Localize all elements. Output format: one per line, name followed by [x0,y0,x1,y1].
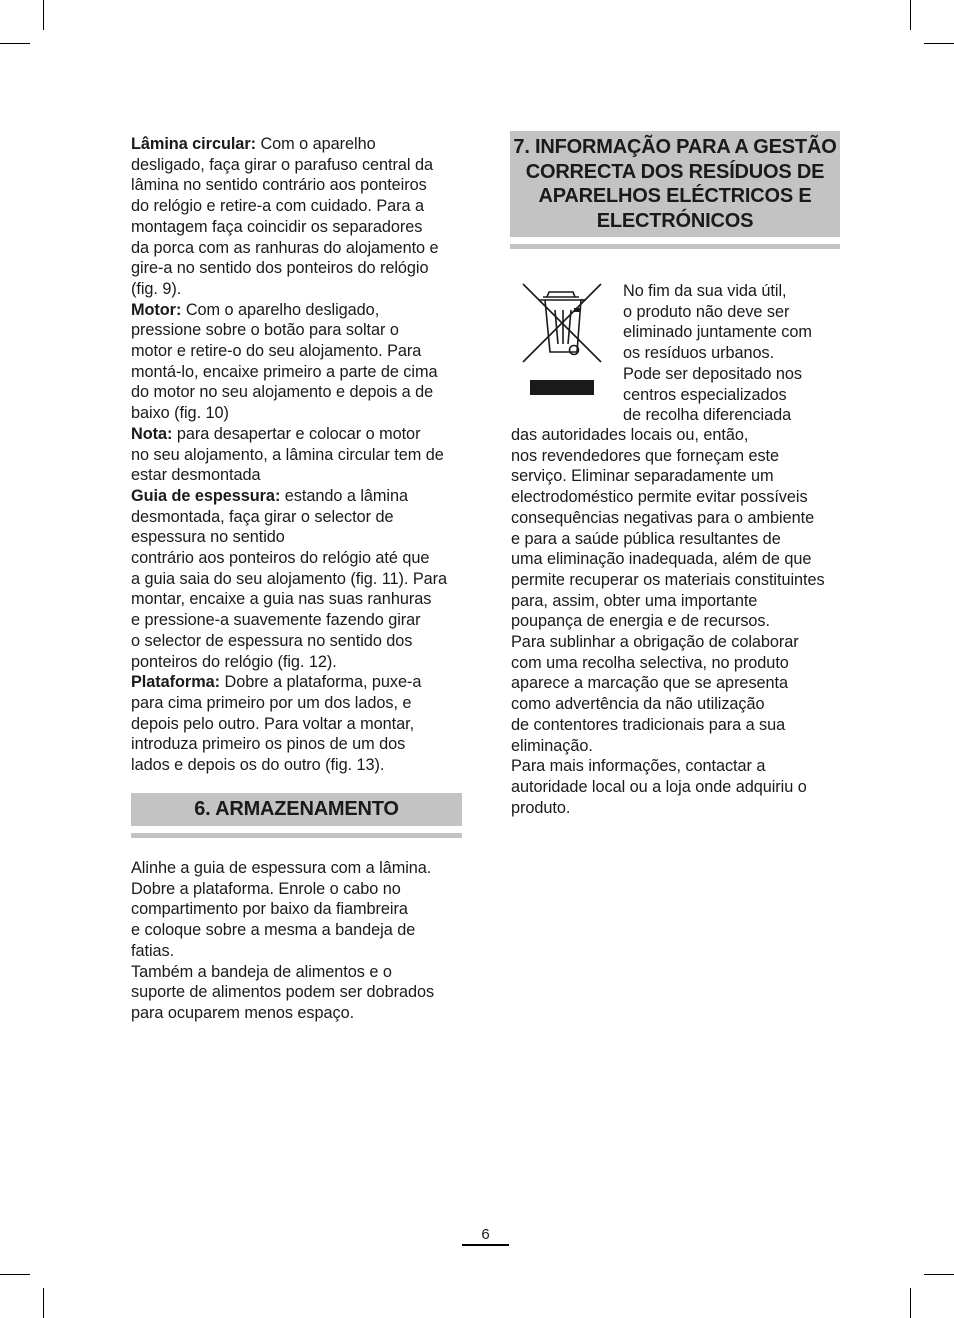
heading-line: APARELHOS ELÉCTRICOS E [538,185,812,207]
text-line: uma eliminação inadequada, além de que [511,550,812,569]
text-line: lados e depois os do outro (fig. 13). [131,756,385,775]
text-line: e coloque sobre a mesma a bandeja de [131,921,416,940]
text-line: montá-lo, encaixe primeiro a parte de cima [131,362,438,381]
text-line: suporte de alimentos podem ser dobrados [131,983,435,1002]
text-line: depois pelo outro. Para voltar a montar, [131,714,415,733]
text-line: fatias. [131,941,175,960]
text-line: desmontada, faça girar o selector de [131,507,394,526]
crop-mark [43,1288,44,1318]
text-line: de recolha diferenciada [623,406,792,425]
text-line: permite recuperar os materiais constituintes [511,570,825,589]
plataforma-paragraph [131,672,465,776]
text-line: montar, encaixe a guia nas suas ranhuras [131,590,432,609]
section-7-rule [510,244,840,249]
text-line: Alinhe a guia de espessura com a lâmina. [131,859,432,877]
text-line: nos revendedores que forneçam este [511,446,780,465]
left-column [131,134,465,776]
text-line: lâmina no sentido contrário aos ponteiros [131,176,427,195]
text-line: das autoridades locais ou, então, [511,426,749,444]
crop-mark [924,1274,954,1275]
text-line: pressione sobre o botão para soltar o [131,321,399,340]
text-line: montagem faça coincidir os separadores [131,217,423,236]
nota-first-line: para desapertar e colocar o motor [172,424,421,443]
text-line: serviço. Eliminar separadamente um [511,467,774,486]
text-line: poupança de energia e de recursos. [511,612,770,631]
text-line: contrário aos ponteiros do relógio até que [131,549,430,568]
text-line: Pode ser depositado nos [623,364,802,383]
text-line: da porca com as ranhuras do alojamento e [131,238,439,257]
nota-label: Nota: [131,424,173,443]
crop-mark [910,0,911,30]
heading-line: ELECTRÓNICOS [596,209,754,232]
text-line: os resíduos urbanos. [623,344,775,363]
text-line: eliminação. [511,736,593,755]
text-line: Também a bandeja de alimentos e o [131,962,392,981]
text-line: o produto não deve ser [623,302,790,321]
heading-line: 7. INFORMAÇÃO PARA A GESTÃO [513,136,837,158]
motor-label: Motor: [131,300,182,319]
lamina-label: Lâmina circular: [131,135,256,153]
text-line: centros especializados [623,385,787,404]
guia-paragraph [131,486,465,672]
guia-first-line: estando a lâmina [280,486,408,505]
text-line: No fim da sua vida útil, [623,282,787,300]
text-line: do motor no seu alojamento e depois a de [131,383,434,402]
text-line: para ocuparem menos espaço. [131,1003,355,1022]
crop-mark [0,1274,30,1275]
text-line: compartimento por baixo da fiambreira [131,900,408,919]
crop-mark [0,43,30,44]
crossed-out-wheelie-bin-icon [519,282,605,398]
text-line: Para sublinhar a obrigação de colaborar [511,633,799,652]
text-line: estar desmontada [131,466,261,485]
storage-paragraph [131,858,465,1024]
text-line: com uma recolha selectiva, no produto [511,653,789,672]
text-line: produto. [511,798,571,817]
text-line: Dobre a plataforma. Enrole o cabo no [131,879,401,898]
section-7-heading [510,131,840,237]
nota-paragraph [131,424,465,486]
text-line: introduza primeiro os pinos de um dos [131,735,406,754]
text-line: Para mais informações, contactar a [511,757,766,776]
crop-mark [43,0,44,30]
text-line: gire-a no sentido dos ponteiros do relógio [131,259,429,278]
text-line: no seu alojamento, a lâmina circular tem de [131,445,444,464]
text-line: de contentores tradicionais para a sua [511,715,786,734]
text-line: electrodoméstico permite evitar possíveis [511,488,808,507]
page-number: 6 [481,1226,490,1243]
text-line: ponteiros do relógio (fig. 12). [131,652,337,671]
text-line: para cima primeiro por um dos lados, e [131,693,412,712]
text-line: espessura no sentido [131,528,285,547]
crop-mark [924,43,954,44]
text-line: desligado, faça girar o parafuso central da [131,155,433,174]
lamina-first-line: Com o aparelho [255,135,376,153]
plataforma-label: Plataforma: [131,673,221,692]
motor-first-line: Com o aparelho desligado, [181,300,380,319]
text-line: consequências negativas para o ambiente [511,508,815,527]
page-number-rule [462,1244,509,1246]
text-line: aparece a marcação que se apresenta [511,674,789,693]
text-line: baixo (fig. 10) [131,404,229,423]
section-6-heading: 6. ARMAZENAMENTO [131,793,462,826]
text-line: e para a saúde pública resultantes de [511,529,781,548]
heading-line: CORRECTA DOS RESÍDUOS DE [525,160,825,183]
text-line: para, assim, obter uma importante [511,591,758,610]
motor-paragraph [131,300,465,424]
text-line: e pressione-a suavemente fazendo girar [131,611,421,630]
text-line: (fig. 9). [131,279,182,298]
text-line: do relógio e retire-a com cuidado. Para a [131,197,424,216]
weee-text-beside-icon [623,281,843,426]
section-6-rule [131,833,462,838]
text-line: eliminado juntamente com [623,323,812,342]
text-line: a guia saia do seu alojamento (fig. 11). Para [131,569,448,588]
guia-label: Guia de espessura: [131,486,281,505]
text-line: o selector de espessura no sentido dos [131,631,413,650]
plataforma-first-line: Dobre a plataforma, puxe-a [220,673,422,692]
lamina-paragraph [131,134,465,300]
text-line: motor e retire-o do seu alojamento. Para [131,342,422,361]
weee-text-below-icon [511,425,851,818]
text-line: autoridade local ou a loja onde adquiriu o [511,777,807,796]
crop-mark [910,1288,911,1318]
text-line: como advertência da não utilização [511,695,765,714]
